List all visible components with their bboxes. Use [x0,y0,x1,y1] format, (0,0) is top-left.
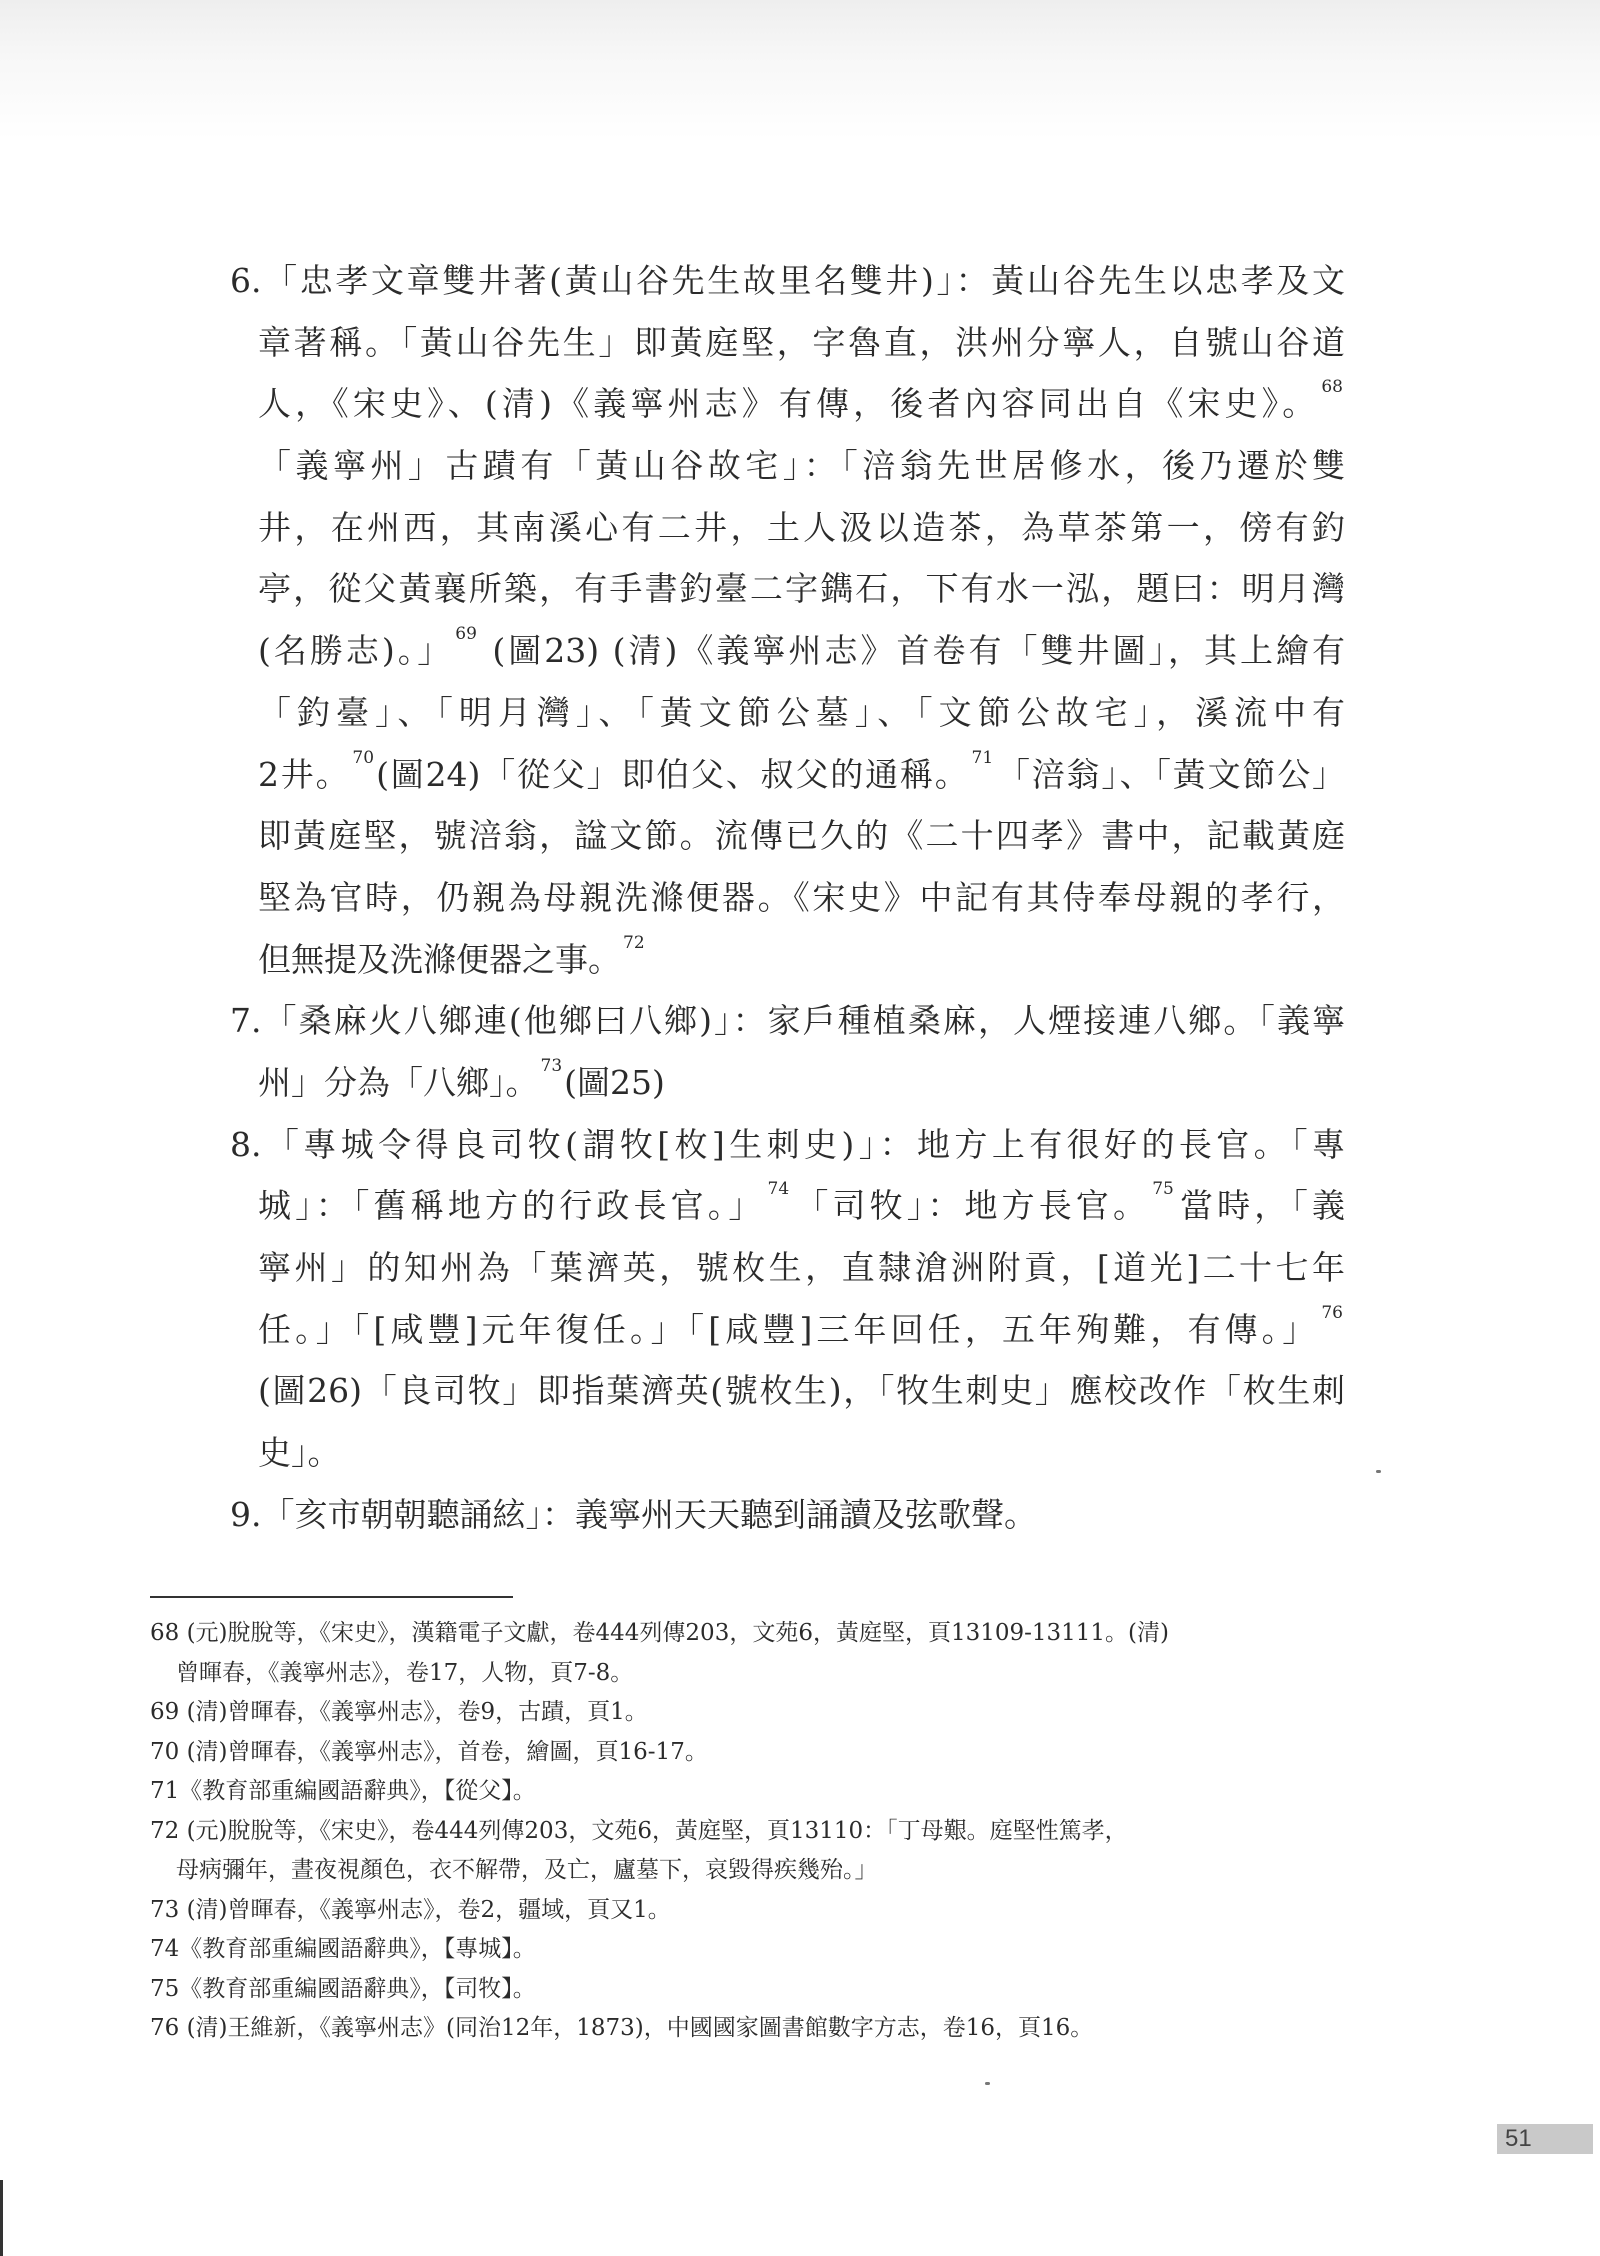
text-line [230,1052,1345,1114]
footnote-ref[interactable]: 75 [1152,1179,1174,1200]
footnote-line: 76 (清)王維新，《義寧州志》(同治12年，1873)，中國國家圖書館數字方志，卷16，頁16。 [150,2015,1094,2041]
footnote-line: 68 (元)脫脫等，《宋史》，漢籍電子文獻，卷444列傳203，文苑6，黃庭堅，頁13109-13111。(清) [150,1620,1170,1646]
text-segment: 「涪翁」、「黃文節公」 [995,754,1346,794]
scan-shadow [0,0,1600,140]
text-segment: 9.「亥市朝朝聽誦絃」：義寧州天天聽到誦讀及弦歌聲。 [230,1494,1037,1534]
text-segment: (圖26)「良司牧」即指葉濟英(號枚生)，「牧生刺史」應校改作「枚生刺 [258,1371,1345,1411]
text-segment: 章著稱。「黃山谷先生」即黃庭堅，字魯直，洪州分寧人，自號山谷道 [258,322,1345,362]
footnote-ref[interactable]: 74 [767,1179,790,1200]
text-segment: 史」。 [258,1433,341,1473]
text-segment: (名勝志)。」 [258,631,454,671]
text-segment: 「司牧」：地方長官。 [791,1186,1151,1226]
footnote-line: 69 (清)曾暉春，《義寧州志》，卷9，古蹟，頁1。 [150,1699,648,1725]
text-segment: 人，《宋史》、(清)《義寧州志》有傳，後者內容同出自《宋史》。 [258,384,1320,424]
footnote-ref[interactable]: 72 [623,932,645,953]
text-line [230,312,1345,374]
text-segment: 「義寧州」古蹟有「黃山谷故宅」：「涪翁先世居修水，後乃遷於雙 [258,446,1345,486]
text-segment: 即黃庭堅，號涪翁，諡文節。流傳已久的《二十四孝》書中，記載黃庭 [258,816,1345,856]
footnote [150,1693,1350,1733]
text-segment: 8.「專城令得良司牧(謂牧[枚]生刺史)」：地方上有很好的長官。「專 [230,1124,1345,1164]
list-item [230,1114,1345,1484]
footnote [150,2009,1350,2049]
text-segment: 亭，從父黃襄所築，有手書釣臺二字鐫石，下有水一泓，題曰：明月灣 [258,569,1345,609]
footnote [150,1614,1350,1693]
text-line [230,558,1345,620]
footnote-divider [150,1596,513,1598]
text-segment: 城」：「舊稱地方的行政長官。」 [258,1186,766,1226]
footnote [150,1970,1350,2010]
scan-edge [0,2180,3,2256]
text-segment: 寧州」的知州為「葉濟英，號枚生，直隸滄洲附貢，[道光]二十七年 [258,1248,1345,1287]
text-line [230,1175,1345,1237]
footnote [150,1891,1350,1931]
text-line [230,867,1345,929]
footnote [150,1733,1350,1773]
footnote [150,1772,1350,1812]
footnote [150,1812,1350,1891]
footnote-line: 71《教育部重編國語辭典》，【從父】。 [150,1778,536,1804]
footnote-line: 曾暉春，《義寧州志》，卷17，人物，頁7-8。 [176,1659,634,1686]
list-item [230,1484,1345,1546]
footnote-line: 73 (清)曾暉春，《義寧州志》，卷2，疆域，頁又1。 [150,1896,671,1923]
text-segment: (圖24)「從父」即伯父、叔父的通稱。 [376,754,970,794]
page-number: 51 [1497,2124,1593,2154]
footnote-line: 母病彌年，晝夜視顏色，衣不解帶，及亡，廬墓下，哀毀得疾幾殆。」 [176,1857,878,1883]
text-line [230,682,1345,744]
text-line [230,990,1345,1052]
text-segment: 堅為官時，仍親為母親洗滌便器。《宋史》中記有其侍奉母親的孝行， [258,877,1345,917]
text-line [230,1237,1345,1299]
text-segment: 2井。 [258,754,351,794]
footnote-ref[interactable]: 71 [971,747,994,768]
list-item [230,990,1345,1113]
footnote-line: 74《教育部重編國語辭典》，【專城】。 [150,1936,536,1962]
text-segment: (圖25) [564,1062,665,1102]
footnote-ref[interactable]: 69 [455,624,477,645]
text-line [230,435,1345,497]
text-segment: 「釣臺」、「明月灣」、「黃文節公墓」、「文節公故宅」，溪流中有 [258,692,1345,732]
text-segment: 井，在州西，其南溪心有二井，土人汲以造茶，為草茶第一，傍有釣 [258,507,1345,547]
text-line [230,929,1345,991]
scan-speck [1376,1470,1381,1473]
text-line [230,1114,1345,1176]
footnote-line: 75《教育部重編國語辭典》，【司牧】。 [150,1975,536,2002]
scan-speck [985,2082,990,2085]
text-line [230,805,1345,867]
footnote-line: 70 (清)曾暉春，《義寧州志》，首卷，繪圖，頁16-17。 [150,1738,708,1765]
text-segment: 6.「忠孝文章雙井著(黃山谷先生故里名雙井)」：黃山谷先生以忠孝及文 [230,261,1345,300]
footnotes [150,1614,1350,2049]
text-segment: 但無提及洗滌便器之事。 [258,939,621,979]
text-segment: 當時，「義 [1175,1186,1346,1226]
text-line [230,620,1345,682]
text-line [230,497,1345,559]
footnote [150,1930,1350,1970]
footnote-ref[interactable]: 70 [352,747,375,768]
list-item [230,250,1345,990]
text-segment: 7.「桑麻火八鄉連(他鄉曰八鄉)」：家戶種植桑麻，人煙接連八鄉。「義寧 [230,1001,1345,1041]
text-line [230,1484,1345,1546]
text-line [230,1360,1345,1422]
footnote-ref[interactable]: 76 [1321,1302,1343,1323]
footnote-ref[interactable]: 73 [540,1055,563,1076]
text-segment: 任。」「[咸豐]元年復任。」「[咸豐]三年回任，五年殉難，有傳。」 [258,1309,1320,1349]
text-line [230,744,1345,806]
footnote-line: 72 (元)脫脫等，《宋史》，卷444列傳203，文苑6，黃庭堅，頁13110：「丁母艱。庭堅性篤孝， [150,1817,1128,1844]
text-line [230,250,1345,312]
text-segment: (圖23) (清)《義寧州志》首卷有「雙井圖」，其上繪有 [478,631,1346,671]
body-text [230,250,1345,1545]
text-segment: 州」分為「八鄉」。 [258,1062,539,1102]
text-line [230,1422,1345,1484]
text-line [230,373,1345,435]
text-line [230,1299,1345,1361]
footnote-ref[interactable]: 68 [1321,377,1343,398]
